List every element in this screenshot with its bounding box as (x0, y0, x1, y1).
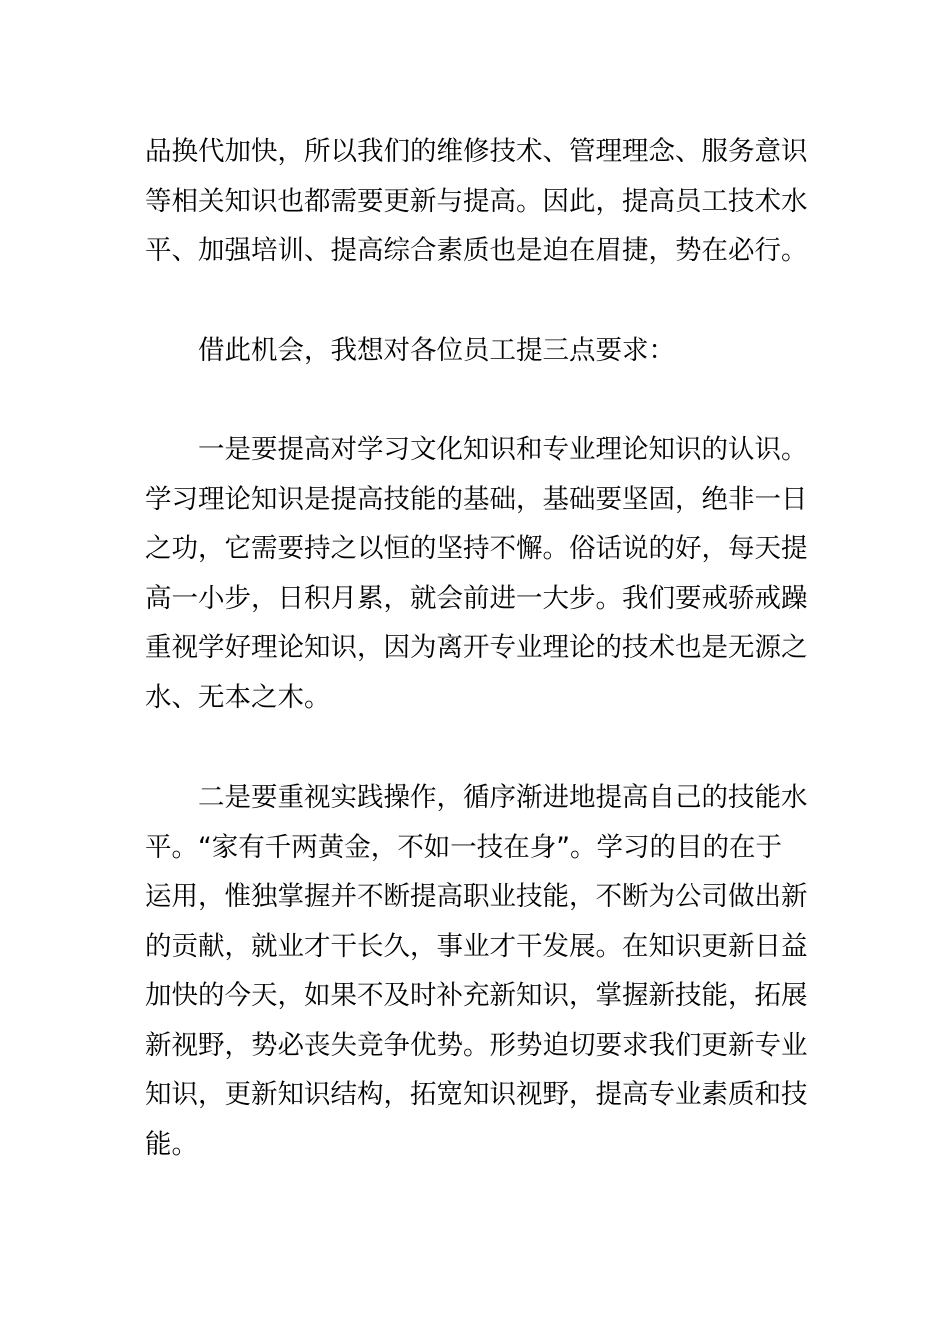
text-line: 借此机会，我想对各位员工提三点要求： (198, 335, 675, 366)
text-line: 一是要提高对学习文化知识和专业理论知识的认识。 (198, 434, 808, 465)
text-line: 学习理论知识是提高技能的基础，基础要坚固，绝非一日 (145, 483, 808, 515)
text-line: 能。 (145, 1128, 198, 1160)
text-line: 平、加强培训、提高综合素质也是迫在眉捷，势在必行。 (145, 235, 808, 266)
text-line: 重视学好理论知识，因为离开专业理论的技术也是无源之 (145, 632, 808, 663)
text-line: 二是要重视实践操作，循序渐进地提高自己的技能水 (198, 782, 808, 813)
text-line: 新视野，势必丧失竞争优势。形势迫切要求我们更新专业 (145, 1029, 808, 1061)
text-line: 的贡献，就业才干长久，事业才干发展。在知识更新日益 (145, 930, 808, 962)
text-line: 运用，惟独掌握并不断提高职业技能，不断为公司做出新 (145, 881, 808, 912)
text-line: 等相关知识也都需要更新与提高。因此，提高员工技术水 (145, 185, 808, 217)
text-line: 水、无本之木。 (145, 681, 331, 713)
paragraph-intro (145, 326, 810, 376)
paragraph-point-one (145, 425, 810, 722)
text-line: 加快的今天，如果不及时补充新知识，掌握新技能，拓展 (145, 980, 808, 1011)
paragraph-continuation (145, 127, 810, 276)
text-line: 高一小步，日积月累，就会前进一大步。我们要戒骄戒躁 (145, 582, 808, 614)
paragraph-point-two (145, 773, 810, 1169)
text-line: 平。“家有千两黄金，不如一技在身”。学习的目的在于 (145, 831, 782, 863)
text-line: 品换代加快，所以我们的维修技术、管理理念、服务意识 (145, 136, 808, 167)
text-line: 知识，更新知识结构，拓宽知识视野，提高专业素质和技 (145, 1079, 808, 1110)
text-line: 之功，它需要持之以恒的坚持不懈。俗话说的好，每天提 (145, 533, 808, 564)
